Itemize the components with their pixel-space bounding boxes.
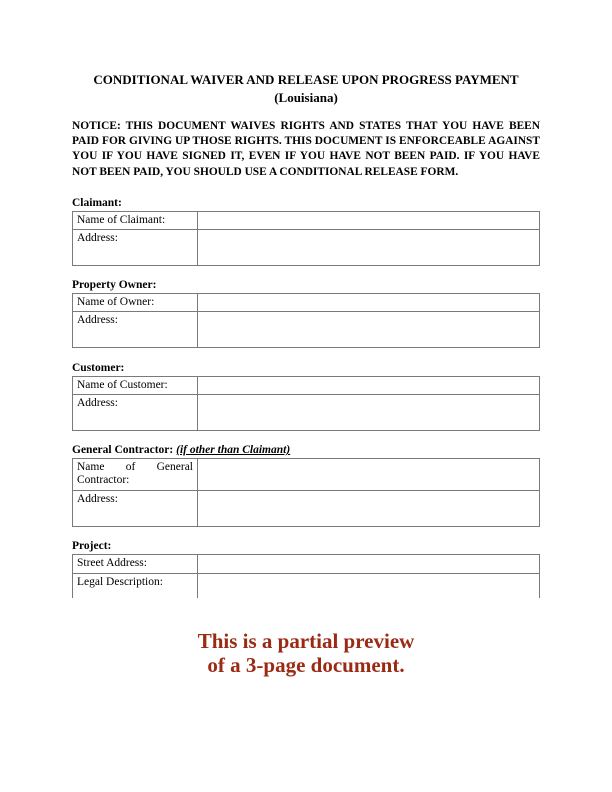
document-title (72, 71, 540, 107)
contractor-address-label: Address: (73, 491, 198, 527)
partial-preview-notice (0, 629, 612, 677)
contractor-name-label: Name of General Contractor: (73, 459, 198, 491)
customer-address-label: Address: (73, 395, 198, 431)
claimant-heading: Claimant: (72, 197, 122, 209)
contractor-heading-text: General Contractor: (72, 444, 174, 456)
preview-line-1: This is a partial preview (197, 629, 415, 653)
customer-name-label: Name of Customer: (73, 377, 198, 395)
claimant-address-field[interactable] (198, 230, 540, 266)
project-table (72, 554, 540, 598)
customer-address-field[interactable] (198, 395, 540, 431)
project-legal-label: Legal Description: (73, 574, 198, 598)
contractor-table (72, 458, 540, 527)
claimant-address-label: Address: (73, 230, 198, 266)
contractor-heading-note: (if other than Claimant) (176, 444, 291, 456)
project-street-label: Street Address: (73, 555, 198, 574)
title-subtitle: (Louisiana) (274, 90, 338, 105)
preview-line-2: of a 3-page document. (207, 653, 405, 677)
project-heading: Project: (72, 540, 112, 552)
notice-text: NOTICE: THIS DOCUMENT WAIVES RIGHTS AND STATES THAT YOU HAVE BEEN PAID FOR GIVING UP THOSE RIGHTS. THIS DOCUMENT IS ENFORCEABLE AGAINST YOU IF YOU HAVE SIGNED IT, EVEN IF YOU HAVE NOT BEEN PAID. IF YOU HAVE NOT BEEN PAID, YOU SHOULD USE A CONDITIONAL RELEASE FORM. (72, 120, 540, 178)
project-street-field[interactable] (198, 555, 540, 574)
owner-address-field[interactable] (198, 312, 540, 348)
title-line: CONDITIONAL WAIVER AND RELEASE UPON PROGRESS PAYMENT (93, 72, 519, 87)
claimant-name-label: Name of Claimant: (73, 212, 198, 230)
contractor-heading (72, 444, 290, 456)
customer-table (72, 376, 540, 431)
owner-heading: Property Owner: (72, 279, 157, 291)
customer-name-field[interactable] (198, 377, 540, 395)
contractor-address-field[interactable] (198, 491, 540, 527)
claimant-table (72, 211, 540, 266)
owner-address-label: Address: (73, 312, 198, 348)
claimant-name-field[interactable] (198, 212, 540, 230)
owner-table (72, 293, 540, 348)
customer-heading: Customer: (72, 362, 125, 374)
owner-name-label: Name of Owner: (73, 294, 198, 312)
owner-name-field[interactable] (198, 294, 540, 312)
contractor-name-field[interactable] (198, 459, 540, 491)
project-legal-field[interactable] (198, 574, 540, 598)
